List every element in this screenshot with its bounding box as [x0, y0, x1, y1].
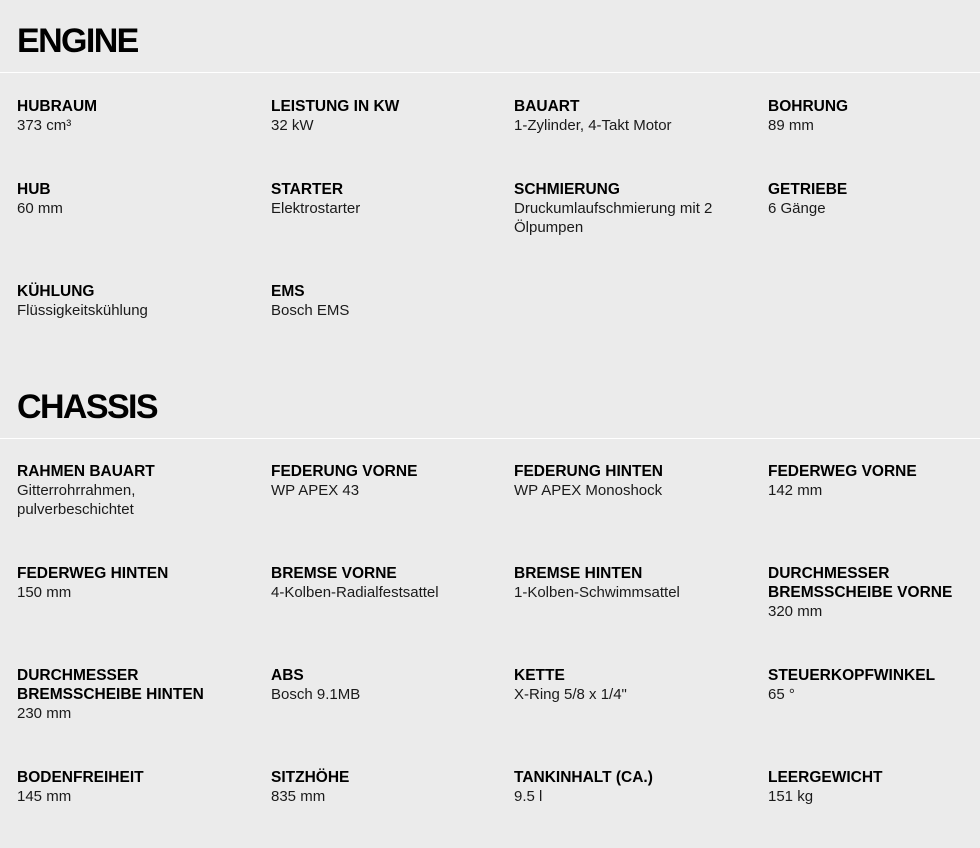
spec-label: DURCHMESSER BREMSSCHEIBE HINTEN	[17, 667, 204, 703]
spec-value: 835 mm	[271, 788, 326, 805]
section-divider	[0, 72, 980, 73]
spec-value: 65 °	[768, 686, 795, 703]
chassis-spec-grid	[0, 462, 980, 848]
spec-value: WP APEX 43	[271, 482, 360, 499]
spec-value: 9.5 l	[514, 788, 543, 805]
spec-value: 6 Gänge	[768, 200, 826, 217]
spec-getriebe	[768, 180, 980, 282]
spec-label: BODENFREIHEIT	[17, 769, 144, 786]
spec-label: SCHMIERUNG	[514, 181, 620, 198]
spec-label: BREMSE VORNE	[271, 565, 397, 582]
spec-label: STARTER	[271, 181, 344, 198]
spec-label: LEISTUNG IN KW	[271, 98, 400, 115]
spec-hub	[17, 180, 271, 282]
spec-leistung	[271, 97, 514, 180]
spec-label: ABS	[271, 667, 304, 684]
spec-value: 142 mm	[768, 482, 823, 499]
spec-label: TANKINHALT (CA.)	[514, 769, 653, 786]
spec-federung-hinten	[514, 462, 768, 564]
spec-label: FEDERWEG VORNE	[768, 463, 917, 480]
spec-value: 320 mm	[768, 603, 823, 620]
spec-label: FEDERUNG VORNE	[271, 463, 418, 480]
spec-label: GETRIEBE	[768, 181, 848, 198]
section-title-chassis: CHASSIS	[17, 388, 157, 426]
section-divider	[0, 438, 980, 439]
spec-durchmesser-bremsscheibe-hinten	[17, 666, 271, 768]
spec-value: 89 mm	[768, 117, 814, 134]
spec-bremse-hinten	[514, 564, 768, 666]
spec-value: WP APEX Monoshock	[514, 482, 663, 499]
spec-value: Bosch EMS	[271, 302, 350, 319]
spec-label: HUB	[17, 181, 51, 198]
spec-label: SITZHÖHE	[271, 769, 350, 786]
spec-label: EMS	[271, 283, 305, 300]
spec-label: DURCHMESSER BREMSSCHEIBE VORNE	[768, 565, 953, 601]
spec-bodenfreiheit	[17, 768, 271, 848]
spec-value: 4-Kolben-Radialfestsattel	[271, 584, 439, 601]
spec-schmierung	[514, 180, 768, 282]
spec-steuerkopfwinkel	[768, 666, 980, 768]
spec-bauart	[514, 97, 768, 180]
spec-durchmesser-bremsscheibe-vorne	[768, 564, 980, 666]
spec-kuehlung	[17, 282, 271, 362]
spec-value: 150 mm	[17, 584, 72, 601]
spec-value: 151 kg	[768, 788, 814, 805]
spec-abs	[271, 666, 514, 768]
spec-starter	[271, 180, 514, 282]
spec-value: 373 cm³	[17, 117, 72, 134]
spec-label: HUBRAUM	[17, 98, 98, 115]
spec-value: Druckumlaufschmierung mit 2 Ölpumpen	[514, 200, 713, 236]
spec-value: 145 mm	[17, 788, 72, 805]
spec-value: 32 kW	[271, 117, 314, 134]
spec-value: 1-Zylinder, 4-Takt Motor	[514, 117, 672, 134]
spec-federung-vorne	[271, 462, 514, 564]
spec-label: STEUERKOPFWINKEL	[768, 667, 936, 684]
spec-label: FEDERWEG HINTEN	[17, 565, 169, 582]
spec-value: Flüssigkeitskühlung	[17, 302, 148, 319]
spec-value: Elektrostarter	[271, 200, 361, 217]
spec-label: FEDERUNG HINTEN	[514, 463, 663, 480]
spec-bohrung	[768, 97, 980, 180]
spec-label: BOHRUNG	[768, 98, 849, 115]
spec-tankinhalt	[514, 768, 768, 848]
spec-value: 230 mm	[17, 705, 72, 722]
spec-federweg-hinten	[17, 564, 271, 666]
engine-spec-grid	[0, 97, 980, 362]
spec-leergewicht	[768, 768, 980, 848]
spec-value: X-Ring 5/8 x 1/4"	[514, 686, 627, 703]
spec-rahmen-bauart	[17, 462, 271, 564]
spec-label: BAUART	[514, 98, 580, 115]
spec-federweg-vorne	[768, 462, 980, 564]
spec-label: RAHMEN BAUART	[17, 463, 155, 480]
section-title-engine: ENGINE	[17, 22, 138, 60]
spec-kette	[514, 666, 768, 768]
spec-value: Bosch 9.1MB	[271, 686, 361, 703]
spec-label: KETTE	[514, 667, 565, 684]
spec-value: 60 mm	[17, 200, 63, 217]
spec-sitzhoehe	[271, 768, 514, 848]
spec-label: LEERGEWICHT	[768, 769, 883, 786]
spec-bremse-vorne	[271, 564, 514, 666]
spec-hubraum	[17, 97, 271, 180]
spec-value: 1-Kolben-Schwimmsattel	[514, 584, 680, 601]
spec-label: BREMSE HINTEN	[514, 565, 643, 582]
spec-ems	[271, 282, 514, 362]
spec-value: Gitterrohrrahmen, pulverbeschichtet	[17, 482, 136, 518]
spec-label: KÜHLUNG	[17, 283, 95, 300]
